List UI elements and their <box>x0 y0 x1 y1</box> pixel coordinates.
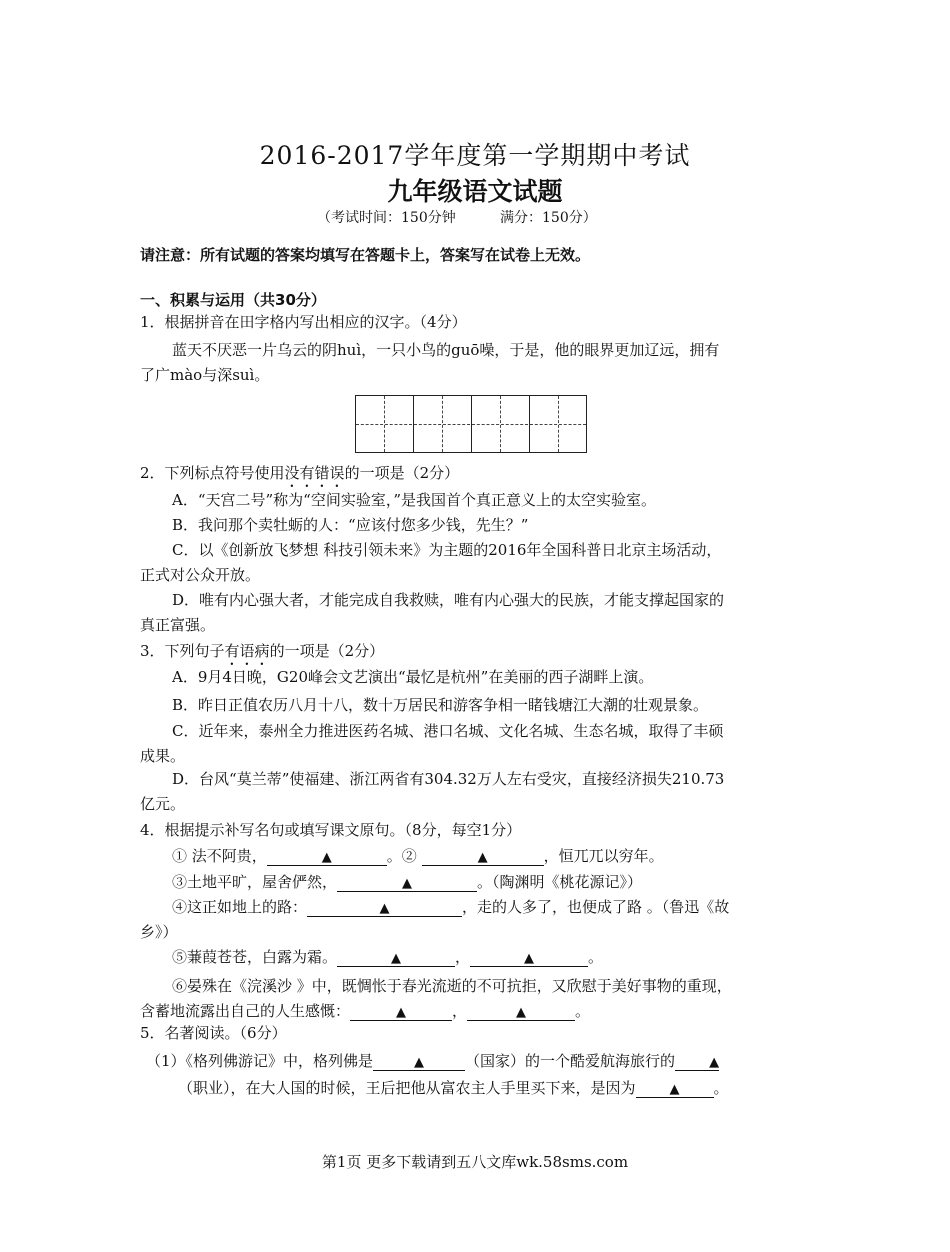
question-4-line-1 <box>172 845 664 866</box>
triangle-marker-icon: ▲ <box>396 1005 407 1020</box>
answer-blank[interactable] <box>467 1002 575 1021</box>
answer-blank[interactable] <box>675 1052 719 1071</box>
line-text: 。 <box>588 948 604 966</box>
tianzige-cell[interactable] <box>355 395 413 453</box>
triangle-marker-icon: ▲ <box>516 1005 527 1020</box>
question-2-stem <box>140 462 459 491</box>
answer-blank[interactable] <box>307 898 462 917</box>
question-2-option-c-line1: C．以《创新放飞梦想 科技引领未来》为主题的2016年全国科普日北京主场活动， <box>172 541 722 559</box>
question-2-option-c-line2: 正式对公众开放。 <box>140 566 261 584</box>
question-3-option-b: B．昨日正值农历八月十八，数十万居民和游客争相一睹钱塘江大潮的壮观景象。 <box>172 696 709 714</box>
question-3-option-c-line1: C．近年来，泰州全力推进医药名城、港口名城、文化名城、生态名城，取得了丰硕 <box>172 722 724 740</box>
line-text: ， <box>452 1002 468 1020</box>
line-text: 。 <box>713 1079 729 1097</box>
question-1-text-line2: 了广mào与深suì。 <box>140 366 270 384</box>
line-text: （职业），在大人国的时候，王后把他从富农主人手里买下来，是因为 <box>178 1079 636 1097</box>
question-4-line-5-cont <box>140 1000 590 1021</box>
line-text: ③土地平旷，屋舍俨然， <box>172 873 338 891</box>
stem-prefix: 2．下列标点符号使用 <box>140 464 285 482</box>
triangle-marker-icon: ▲ <box>402 876 413 891</box>
line-text: ，恒兀兀以穷年。 <box>543 847 664 865</box>
answer-blank[interactable] <box>470 948 588 967</box>
answer-notice: 请注意：所有试题的答案均填写在答题卡上，答案写在试卷上无效。 <box>140 246 591 264</box>
question-4-stem: 4．根据提示补写名句或填写课文原句。（8分，每空1分） <box>140 821 522 839</box>
tianzige-grid <box>355 395 587 453</box>
question-4-line-4 <box>172 946 603 967</box>
triangle-marker-icon: ▲ <box>391 951 402 966</box>
question-1-text-line1: 蓝天不厌恶一片乌云的阴huì，一只小鸟的guō噪，于是，他的眼界更加辽远，拥有 <box>172 341 720 359</box>
tianzige-cell[interactable] <box>529 395 587 453</box>
emphasis-text: 有语病 <box>224 642 270 660</box>
answer-blank[interactable] <box>337 873 477 892</box>
question-5-stem: 5．名著阅读。（6分） <box>140 1024 287 1042</box>
tianzige-cell[interactable] <box>471 395 529 453</box>
triangle-marker-icon: ▲ <box>477 850 488 865</box>
stem-prefix: 3．下列句子 <box>140 642 225 660</box>
line-text: 。 <box>575 1002 591 1020</box>
question-4-line-2 <box>172 871 642 892</box>
line-text: （国家）的一个酷爱航海旅行的 <box>465 1052 676 1070</box>
answer-blank[interactable] <box>350 1002 452 1021</box>
question-2-option-a: A．“天宫二号”称为“空间实验室，”是我国首个真正意义上的太空实验室。 <box>172 491 657 509</box>
stem-suffix: 的一项是（2分） <box>344 464 460 482</box>
answer-blank[interactable] <box>636 1079 714 1098</box>
line-text: （1）《格列佛游记》中，格列佛是 <box>146 1052 374 1070</box>
line-text: ① 法不阿贵， <box>172 847 267 865</box>
question-2-option-d-line2: 真正富强。 <box>140 616 216 634</box>
question-5-sub-1 <box>146 1050 719 1071</box>
triangle-marker-icon: ▲ <box>379 901 390 916</box>
line-text: 。② <box>386 847 417 865</box>
triangle-marker-icon: ▲ <box>709 1055 720 1070</box>
exam-title: 2016-2017学年度第一学期期中考试 <box>259 141 691 170</box>
answer-blank[interactable] <box>337 948 455 967</box>
line-text: ④这正如地上的路： <box>172 898 308 916</box>
exam-time: （考试时间：150分钟 <box>317 210 456 226</box>
question-3-option-d-line2: 亿元。 <box>140 795 186 813</box>
question-1-stem: 1．根据拼音在田字格内写出相应的汉字。（4分） <box>140 313 467 331</box>
answer-blank[interactable] <box>422 847 544 866</box>
question-4-line-3-cont: 乡》） <box>140 923 178 941</box>
question-4-line-5: ⑥晏殊在《浣溪沙 》中，既惆怅于春光流逝的不可抗拒，又欣慰于美好事物的重现， <box>172 977 732 995</box>
emphasis-text: 没有错误 <box>284 464 345 482</box>
question-3-option-a: A．9月4日晚，G20峰会文艺演出“最忆是杭州”在美丽的西子湖畔上演。 <box>172 668 654 686</box>
question-3-option-d-line1: D．台风“莫兰蒂”使福建、浙江两省有304.32万人左右受灾，直接经济损失210.73 <box>172 770 725 788</box>
question-4-line-3 <box>172 896 729 917</box>
line-text: 含蓄地流露出自己的人生感慨： <box>140 1002 351 1020</box>
line-text: ， <box>455 948 471 966</box>
stem-suffix: 的一项是（2分） <box>269 642 385 660</box>
question-5-sub-1-cont <box>178 1077 729 1098</box>
question-3-stem <box>140 640 384 669</box>
question-2-option-d-line1: D．唯有内心强大者，才能完成自我救赎，唯有内心强大的民族，才能支撑起国家的 <box>172 591 725 609</box>
section-heading: 一、积累与运用（共30分） <box>140 291 326 309</box>
triangle-marker-icon: ▲ <box>414 1055 425 1070</box>
answer-blank[interactable] <box>267 847 387 866</box>
exam-subtitle: 九年级语文试题 <box>387 177 563 206</box>
line-text: ⑤蒹葭苍苍，白露为霜。 <box>172 948 338 966</box>
triangle-marker-icon: ▲ <box>669 1082 680 1097</box>
answer-blank[interactable] <box>373 1052 465 1071</box>
tianzige-cell[interactable] <box>413 395 471 453</box>
page-footer: 第1页 更多下载请到五八文库wk.58sms.com <box>321 1153 629 1171</box>
triangle-marker-icon: ▲ <box>524 951 535 966</box>
line-text: ，走的人多了，也便成了路 。（鲁迅《故 <box>462 898 730 916</box>
line-text: 。（陶渊明《桃花源记》） <box>477 873 643 891</box>
exam-full-score: 满分：150分） <box>500 210 597 226</box>
question-3-option-c-line2: 成果。 <box>140 747 186 765</box>
question-2-option-b: B．我问那个卖牡蛎的人：“应该付您多少钱，先生？” <box>172 516 529 534</box>
triangle-marker-icon: ▲ <box>321 850 332 865</box>
